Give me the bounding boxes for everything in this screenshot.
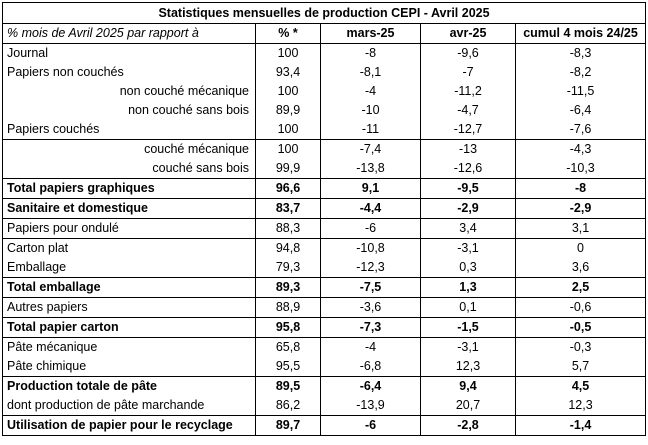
row-label: Pâte chimique [3, 357, 256, 377]
table-row [3, 120, 646, 140]
row-label: dont production de pâte marchande [3, 396, 256, 416]
row-pct: 65,8 [256, 338, 321, 358]
row-pct: 88,9 [256, 298, 321, 318]
row-pct: 83,7 [256, 199, 321, 219]
table-row [3, 338, 646, 358]
row-mar: -12,3 [321, 258, 421, 278]
row-label: Papiers non couchés [3, 63, 256, 82]
row-pct: 89,9 [256, 101, 321, 120]
row-cum: -11,5 [516, 82, 646, 101]
row-avr: 12,3 [421, 357, 516, 377]
row-pct: 95,5 [256, 357, 321, 377]
table-row [3, 396, 646, 416]
header-cum: cumul 4 mois 24/25 [516, 24, 646, 44]
row-label: couché sans bois [3, 159, 256, 179]
row-mar: -10 [321, 101, 421, 120]
row-cum: -8,2 [516, 63, 646, 82]
row-mar: -6,8 [321, 357, 421, 377]
row-avr: -4,7 [421, 101, 516, 120]
row-mar: -4 [321, 338, 421, 358]
row-pct: 79,3 [256, 258, 321, 278]
row-cum: -8,3 [516, 44, 646, 64]
table-row [3, 63, 646, 82]
row-mar: -10,8 [321, 239, 421, 259]
table-row [3, 44, 646, 64]
row-cum: 0 [516, 239, 646, 259]
row-mar: -7,3 [321, 318, 421, 338]
row-cum: -6,4 [516, 101, 646, 120]
row-label: Carton plat [3, 239, 256, 259]
row-label: Total papier carton [3, 318, 256, 338]
row-cum: -4,3 [516, 140, 646, 160]
row-cum: -10,3 [516, 159, 646, 179]
table-row [3, 318, 646, 338]
production-table [2, 2, 646, 436]
row-cum: -1,4 [516, 416, 646, 436]
row-pct: 89,3 [256, 278, 321, 298]
row-pct: 100 [256, 44, 321, 64]
table-row [3, 357, 646, 377]
table-row [3, 298, 646, 318]
row-pct: 100 [256, 82, 321, 101]
table-row [3, 258, 646, 278]
row-cum: 12,3 [516, 396, 646, 416]
table-row [3, 140, 646, 160]
row-avr: 1,3 [421, 278, 516, 298]
row-pct: 100 [256, 120, 321, 140]
row-mar: -11 [321, 120, 421, 140]
row-label: non couché sans bois [3, 101, 256, 120]
row-label: Pâte mécanique [3, 338, 256, 358]
row-label: Papiers pour ondulé [3, 219, 256, 239]
row-mar: -7,4 [321, 140, 421, 160]
row-avr: -12,6 [421, 159, 516, 179]
row-cum: 3,6 [516, 258, 646, 278]
row-label: Papiers couchés [3, 120, 256, 140]
row-mar: -6 [321, 416, 421, 436]
row-cum: 5,7 [516, 357, 646, 377]
row-cum: -0,6 [516, 298, 646, 318]
header-pct: % * [256, 24, 321, 44]
row-avr: -12,7 [421, 120, 516, 140]
row-label: non couché mécanique [3, 82, 256, 101]
row-pct: 88,3 [256, 219, 321, 239]
row-label: Utilisation de papier pour le recyclage [3, 416, 256, 436]
row-mar: -8,1 [321, 63, 421, 82]
row-label: couché mécanique [3, 140, 256, 160]
row-avr: -2,8 [421, 416, 516, 436]
row-avr: 3,4 [421, 219, 516, 239]
row-mar: -6 [321, 219, 421, 239]
row-label: Production totale de pâte [3, 377, 256, 397]
row-cum: -0,5 [516, 318, 646, 338]
header-mar: mars-25 [321, 24, 421, 44]
row-mar: -8 [321, 44, 421, 64]
row-cum: -7,6 [516, 120, 646, 140]
row-mar: -13,8 [321, 159, 421, 179]
table-row [3, 278, 646, 298]
row-pct: 95,8 [256, 318, 321, 338]
table-row [3, 239, 646, 259]
row-mar: -4,4 [321, 199, 421, 219]
header-label: % mois de Avril 2025 par rapport à [3, 24, 256, 44]
row-pct: 94,8 [256, 239, 321, 259]
row-mar: 9,1 [321, 179, 421, 199]
row-mar: -3,6 [321, 298, 421, 318]
table-row [3, 377, 646, 397]
row-avr: -9,6 [421, 44, 516, 64]
row-pct: 93,4 [256, 63, 321, 82]
table-row [3, 101, 646, 120]
row-avr: -11,2 [421, 82, 516, 101]
row-pct: 100 [256, 140, 321, 160]
table-row [3, 199, 646, 219]
row-label: Total papiers graphiques [3, 179, 256, 199]
row-cum: 2,5 [516, 278, 646, 298]
table-row [3, 179, 646, 199]
statistics-sheet [2, 2, 645, 436]
row-label: Total emballage [3, 278, 256, 298]
row-mar: -6,4 [321, 377, 421, 397]
table-row [3, 82, 646, 101]
row-pct: 89,7 [256, 416, 321, 436]
row-label: Autres papiers [3, 298, 256, 318]
table-title: Statistiques mensuelles de production CEPI - Avril 2025 [3, 3, 646, 24]
row-avr: 0,1 [421, 298, 516, 318]
table-row [3, 416, 646, 436]
row-label: Journal [3, 44, 256, 64]
table-title-row [3, 3, 646, 24]
row-avr: -7 [421, 63, 516, 82]
row-avr: 20,7 [421, 396, 516, 416]
row-pct: 89,5 [256, 377, 321, 397]
row-cum: -0,3 [516, 338, 646, 358]
row-avr: 0,3 [421, 258, 516, 278]
row-cum: 3,1 [516, 219, 646, 239]
row-pct: 96,6 [256, 179, 321, 199]
table-row [3, 219, 646, 239]
row-label: Emballage [3, 258, 256, 278]
row-mar: -13,9 [321, 396, 421, 416]
row-label: Sanitaire et domestique [3, 199, 256, 219]
row-avr: -1,5 [421, 318, 516, 338]
row-cum: 4,5 [516, 377, 646, 397]
row-pct: 86,2 [256, 396, 321, 416]
table-row [3, 159, 646, 179]
row-avr: -3,1 [421, 338, 516, 358]
row-avr: -13 [421, 140, 516, 160]
row-mar: -4 [321, 82, 421, 101]
row-mar: -7,5 [321, 278, 421, 298]
header-avr: avr-25 [421, 24, 516, 44]
row-avr: -9,5 [421, 179, 516, 199]
row-avr: -2,9 [421, 199, 516, 219]
row-avr: 9,4 [421, 377, 516, 397]
row-cum: -2,9 [516, 199, 646, 219]
row-cum: -8 [516, 179, 646, 199]
row-avr: -3,1 [421, 239, 516, 259]
row-pct: 99,9 [256, 159, 321, 179]
header-row [3, 24, 646, 44]
